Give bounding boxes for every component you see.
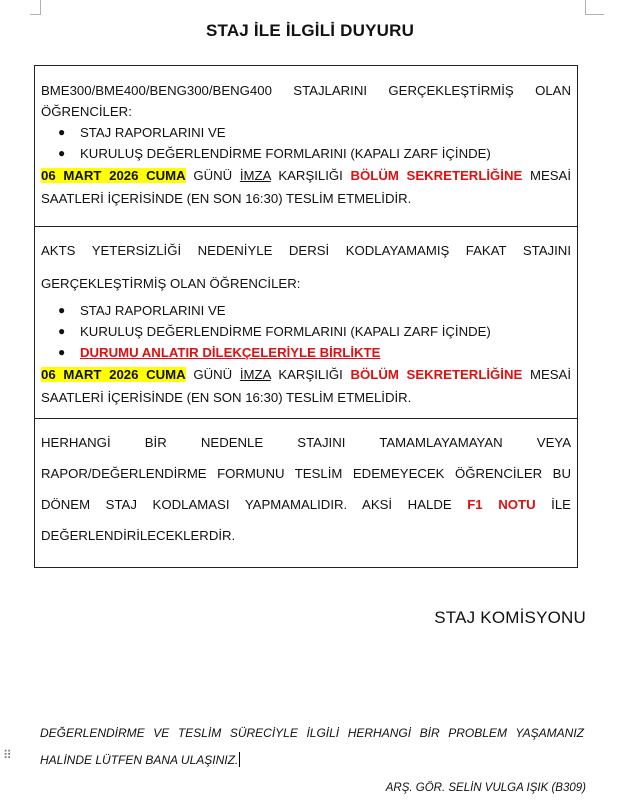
section-completed-internship: [35, 66, 577, 227]
section2-list: [41, 300, 571, 363]
section1-list: [41, 122, 571, 164]
page-corner-mark-right: [585, 0, 604, 15]
list-item: ● KURULUŞ DEĞERLENDİRME FORMLARINI (KAPALI ZARF İÇİNDE): [80, 321, 571, 342]
bullet-icon: ●: [58, 146, 66, 160]
contact-note[interactable]: DEĞERLENDİRME VE TESLİM SÜRECİYLE İLGİLİ HERHANGİ BİR PROBLEM YAŞAMANIZ HALİNDE LÜTFEN BANA ULAŞINIZ.: [40, 726, 584, 767]
announcement-table: [34, 65, 578, 568]
bullet-icon: ●: [58, 345, 66, 359]
section2-deadline: 06 MART 2026 CUMA GÜNÜ İMZA KARŞILIĞI BÖLÜM SEKRETERLİĞİNE MESAİ SAATLERİ İÇERİSİNDE (EN SON 16:30) TESLİM ETMELİDİR.: [41, 367, 572, 405]
signature-word: İMZA: [239, 367, 271, 382]
author-signature: ARŞ. GÖR. SELİN VULGA IŞIK (B309): [385, 782, 586, 794]
section3-text: HERHANGİ BİR NEDENLE STAJINI TAMAMLAYAMAYAN VEYA RAPOR/DEĞERLENDİRME FORMUNU TESLİM EDEMEYECEK ÖĞRENCİLER BU DÖNEM STAJ KODLAMASI YAPMAMALIDIR. AKSİ HALDE F1 NOTU İLE DEĞERLENDİRİLECEKLERDİR.: [41, 435, 571, 543]
drag-handle-icon[interactable]: ⠿: [3, 748, 10, 762]
office-name: BÖLÜM SEKRETERLİĞİNE: [350, 367, 523, 382]
list-item: ● STAJ RAPORLARINI VE: [80, 300, 571, 321]
section1-intro: BME300/BME400/BENG300/BENG400 STAJLARINI GERÇEKLEŞTİRMİŞ OLAN ÖĞRENCİLER:: [41, 83, 571, 119]
bullet-icon: ●: [58, 324, 66, 338]
list-item: ● KURULUŞ DEĞERLENDİRME FORMLARINI (KAPALI ZARF İÇİNDE): [80, 143, 571, 164]
grade-f1: F1 NOTU: [467, 497, 536, 512]
document-title: STAJ İLE İLGİLİ DUYURU: [205, 21, 415, 40]
signature-word: İMZA: [239, 168, 271, 183]
deadline-date: 06 MART 2026 CUMA: [41, 168, 186, 183]
section-incomplete-internship: [35, 419, 577, 567]
bullet-icon: ●: [58, 125, 66, 139]
section1-deadline: 06 MART 2026 CUMA GÜNÜ İMZA KARŞILIĞI BÖLÜM SEKRETERLİĞİNE MESAİ SAATLERİ İÇERİSİNDE (EN SON 16:30) TESLİM ETMELİDİR.: [41, 168, 572, 206]
list-item: ● STAJ RAPORLARINI VE: [80, 122, 571, 143]
list-item: [58, 342, 571, 363]
page-corner-mark-left: [30, 0, 41, 15]
committee-name: STAJ KOMİSYONU: [434, 608, 586, 627]
text-cursor: [239, 752, 240, 767]
section-akts-insufficient: [35, 227, 577, 419]
bullet-icon: ●: [58, 303, 66, 317]
office-name: BÖLÜM SEKRETERLİĞİNE: [350, 168, 523, 183]
deadline-date: 06 MART 2026 CUMA: [41, 367, 186, 382]
section2-intro: AKTS YETERSİZLİĞİ NEDENİYLE DERSİ KODLAYAMAMIŞ FAKAT STAJINI GERÇEKLEŞTİRMİŞ OLAN ÖĞRENCİLER:: [41, 243, 571, 291]
petition-requirement: DURUMU ANLATIR DİLEKÇELERİYLE BİRLİKTE: [80, 345, 381, 360]
